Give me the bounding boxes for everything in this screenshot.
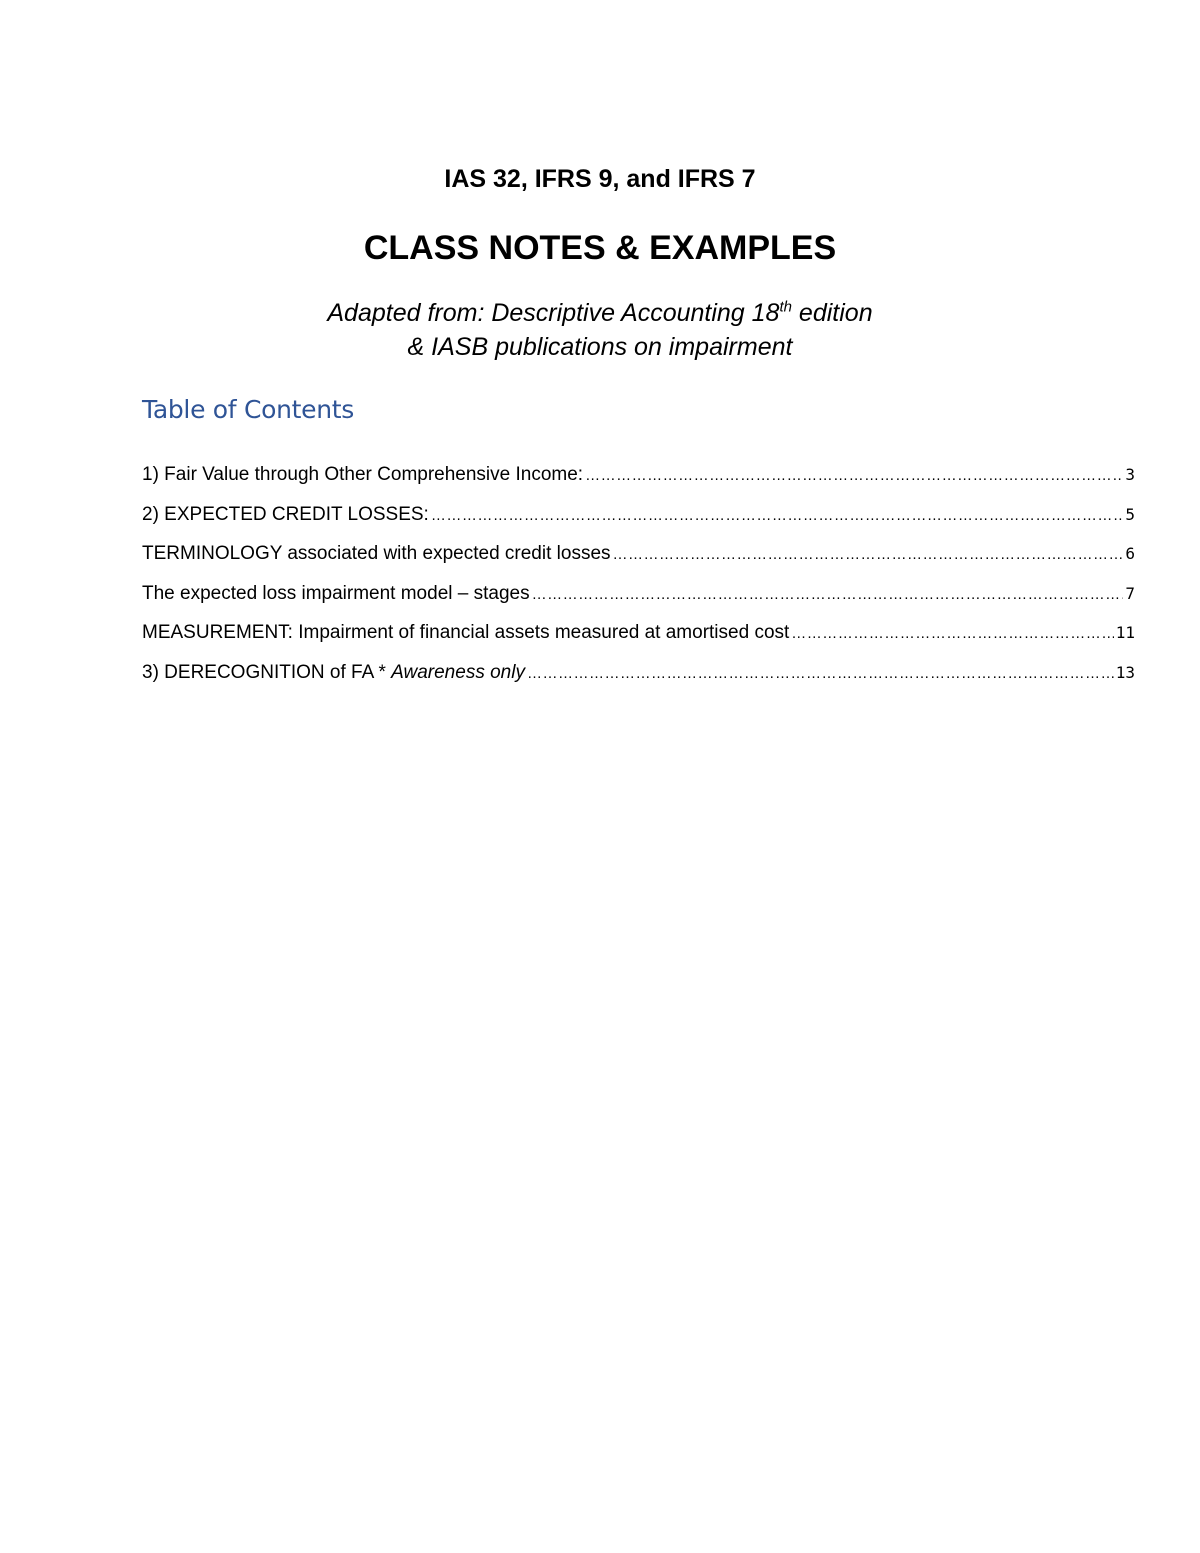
toc-dot-leader	[613, 537, 1124, 573]
adapted-line-1-edition: edition	[791, 299, 873, 327]
toc-page-number: 11	[1115, 623, 1135, 642]
toc-dot-leader	[791, 616, 1113, 652]
table-of-contents	[142, 457, 1135, 694]
toc-entry-text: MEASUREMENT: Impairment of financial assets measured at amortised cost	[142, 622, 790, 643]
toc-dot-leader	[585, 458, 1123, 494]
ordinal-suffix: th	[779, 298, 792, 316]
document-subtitle: IAS 32, IFRS 9, and IFRS 7	[444, 165, 756, 193]
adapted-from-note	[0, 296, 1200, 364]
toc-dot-leader	[532, 577, 1124, 613]
toc-entry-derecognition[interactable]	[142, 655, 1135, 695]
toc-entry-text	[142, 655, 525, 691]
toc-entry-measurement[interactable]	[142, 615, 1135, 655]
toc-page-number: 5	[1125, 504, 1135, 524]
toc-page-number: 3	[1125, 465, 1135, 484]
adapted-line-2: & IASB publications on impairment	[407, 333, 793, 361]
toc-entry-text: The expected loss impairment model – stages	[142, 582, 530, 604]
toc-entry-text-italic: Awareness only	[391, 661, 525, 683]
toc-entry-terminology[interactable]	[142, 536, 1135, 576]
toc-entry-impairment-model-stages[interactable]	[142, 576, 1135, 616]
adapted-line-1-text: Adapted from: Descriptive Accounting 18	[327, 299, 780, 327]
toc-entry-text-main: 3) DERECOGNITION of FA *	[142, 661, 392, 683]
document-title: CLASS NOTES & EXAMPLES	[363, 229, 837, 267]
toc-entry-expected-credit-losses[interactable]	[142, 497, 1135, 537]
toc-entry-text: 1) Fair Value through Other Comprehensive Income:	[142, 464, 584, 485]
toc-dot-leader	[431, 498, 1124, 534]
toc-entry-text: TERMINOLOGY associated with expected credit losses	[142, 543, 611, 564]
toc-dot-leader	[527, 656, 1114, 692]
adapted-line-1	[0, 296, 1200, 330]
toc-page-number: 6	[1125, 544, 1135, 563]
toc-page-number: 13	[1115, 662, 1135, 682]
toc-page-number: 7	[1125, 583, 1135, 603]
toc-entry-fvoci[interactable]	[142, 457, 1135, 497]
toc-heading: Table of Contents	[142, 395, 354, 424]
toc-entry-text: 2) EXPECTED CREDIT LOSSES:	[142, 503, 429, 525]
